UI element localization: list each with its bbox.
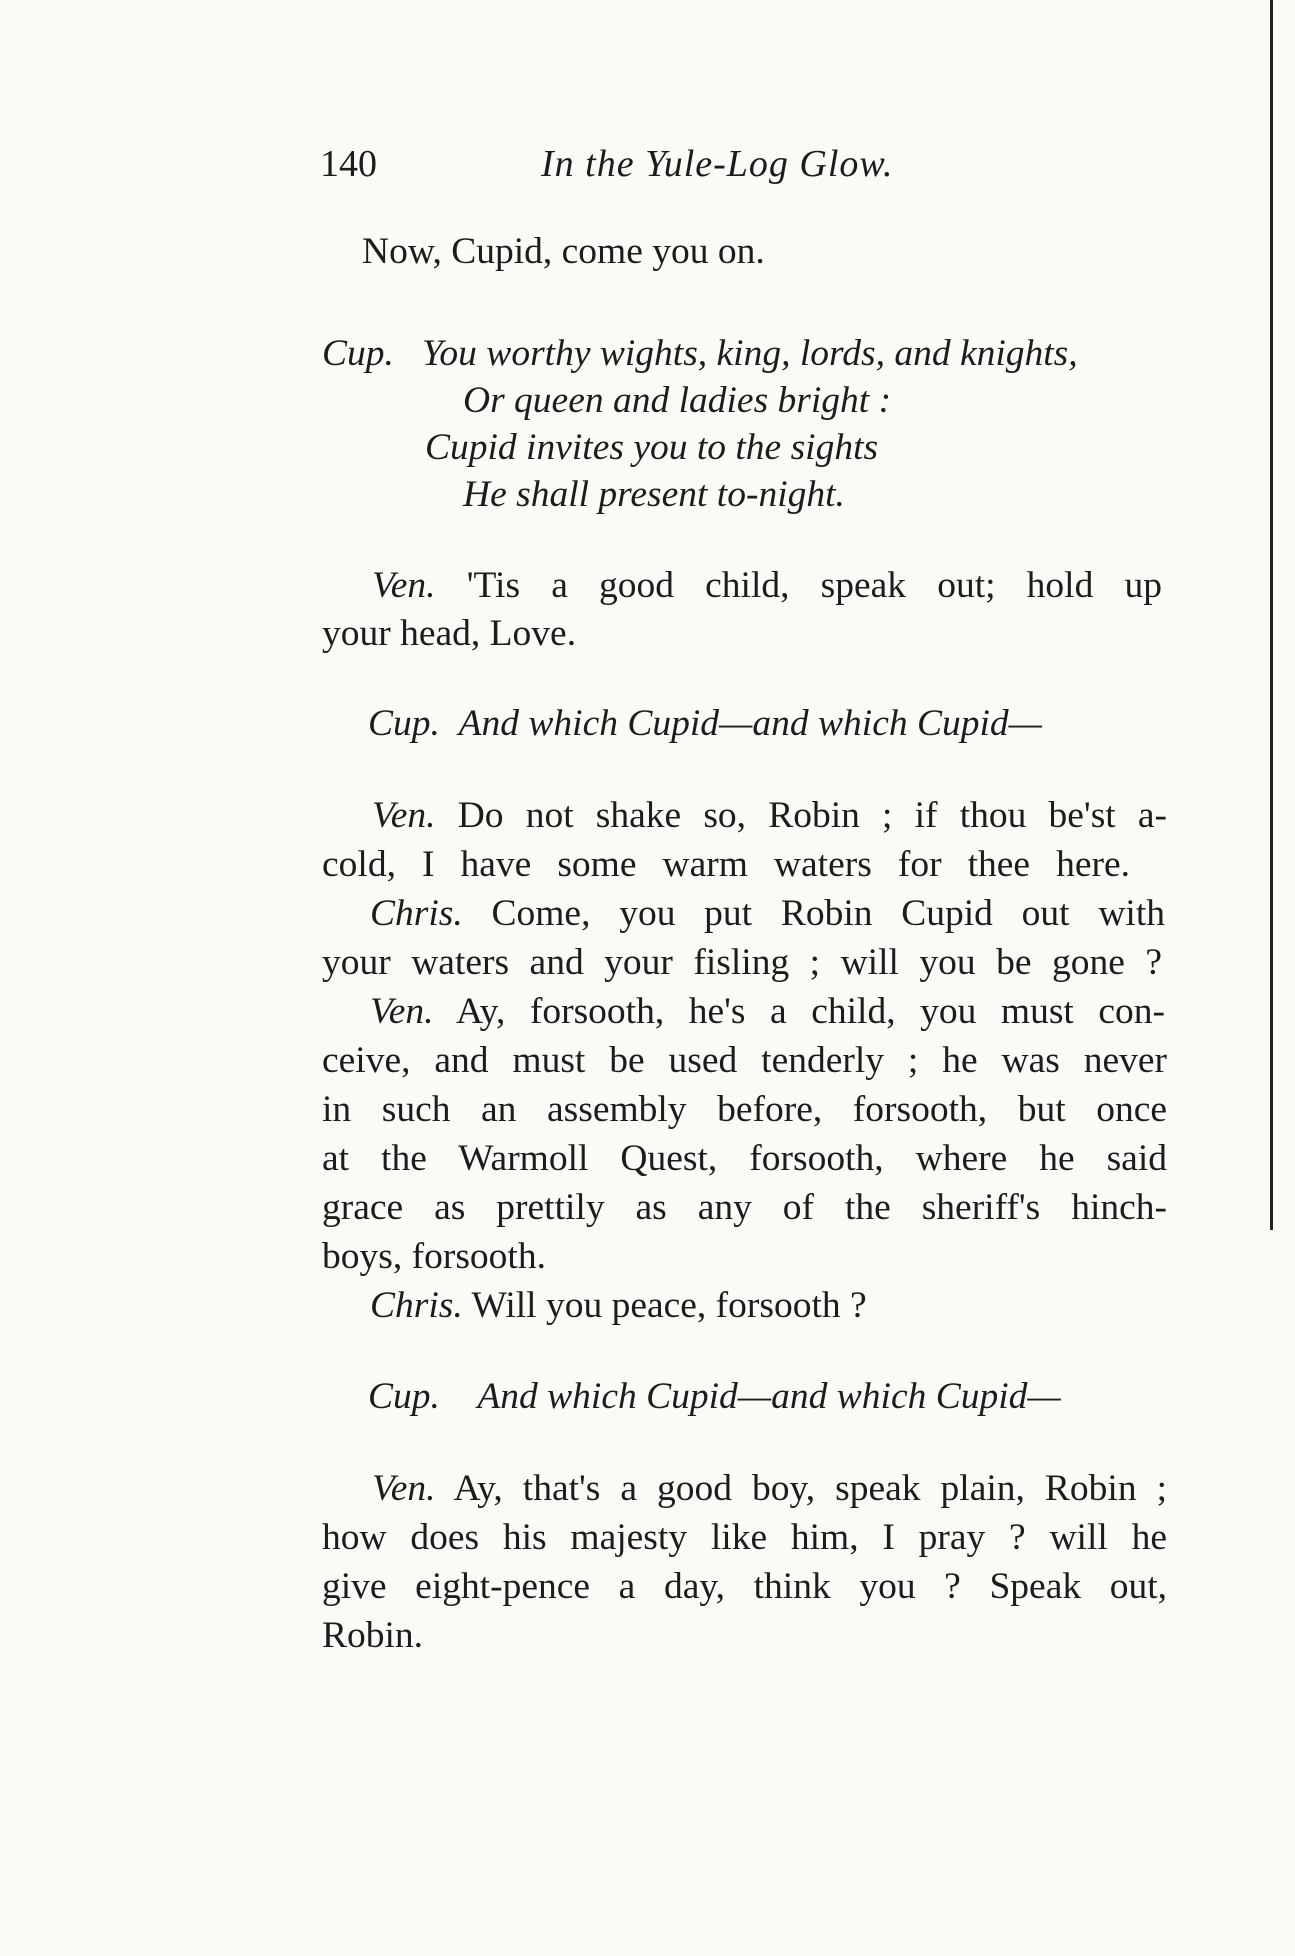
text-line [322, 1184, 1167, 1232]
verse-line [463, 471, 845, 519]
text-line [322, 610, 576, 658]
speaker-name: Ven. [372, 795, 436, 836]
speech-line [370, 988, 1165, 1036]
line-text: Cupid invites you to the sights [425, 427, 879, 468]
text-line [322, 1086, 1167, 1134]
speaker-name: Chris. [370, 893, 463, 934]
speaker-name: Cup. [368, 703, 440, 744]
speech-line [322, 330, 1078, 378]
line-text: Now, Cupid, come you on. [362, 231, 765, 272]
page-binding-edge [1270, 0, 1273, 1230]
line-text: give eight-pence a day, think you ? Speak out, [322, 1566, 1167, 1607]
line-text: 'Tis a good child, speak out; hold up [466, 565, 1162, 606]
speech-line [372, 562, 1162, 610]
text-line [322, 1563, 1167, 1611]
line-text: Do not shake so, Robin ; if thou be'st a- [457, 795, 1168, 836]
line-text: ceive, and must be used tenderly ; he was never [322, 1040, 1167, 1081]
text-line [322, 939, 1162, 987]
speech-line [372, 1465, 1167, 1513]
line-text: cold, I have some warm waters for thee here. [322, 844, 1130, 885]
speaker-name: Ven. [372, 1468, 436, 1509]
line-text: You worthy wights, king, lords, and knights, [422, 333, 1078, 374]
speech-line [370, 890, 1165, 938]
page-number: 140 [320, 143, 377, 185]
speaker-name: Chris. [370, 1285, 463, 1326]
speaker-name: Ven. [370, 991, 434, 1032]
speaker-name: Cup. [322, 333, 394, 374]
text-line [322, 1135, 1167, 1183]
text-line [322, 1514, 1167, 1562]
line-text: Robin. [322, 1615, 424, 1656]
speech-line [372, 792, 1167, 840]
line-text: Ay, forsooth, he's a child, you must con- [456, 991, 1165, 1032]
line-text: And which Cupid—and which Cupid— [477, 1376, 1061, 1417]
line-text: at the Warmoll Quest, forsooth, where he said [322, 1138, 1167, 1179]
line-text: Or queen and ladies bright : [463, 380, 892, 421]
running-header [320, 142, 1160, 202]
speech-line [370, 1282, 867, 1330]
line-text: how does his majesty like him, I pray ? will he [322, 1517, 1167, 1558]
speaker-name: Ven. [372, 565, 436, 606]
text-line [322, 841, 1130, 889]
line-text: Come, you put Robin Cupid out with [491, 893, 1166, 934]
text-line [322, 1037, 1167, 1085]
verse-line [463, 377, 891, 425]
speaker-name: Cup. [368, 1376, 440, 1417]
line-text: grace as prettily as any of the sheriff's hinch- [322, 1187, 1167, 1228]
speech-line [368, 700, 1042, 748]
text-line [362, 228, 765, 276]
line-text: And which Cupid—and which Cupid— [458, 703, 1042, 744]
line-text: Ay, that's a good boy, speak plain, Robin ; [453, 1468, 1167, 1509]
text-line [322, 1612, 423, 1660]
line-text: He shall present to-night. [463, 474, 845, 515]
verse-line [425, 424, 878, 472]
running-title: In the Yule-Log Glow. [541, 143, 894, 185]
line-text: boys, forsooth. [322, 1236, 546, 1277]
line-text: Will you peace, forsooth ? [471, 1285, 867, 1326]
line-text: your waters and your fisling ; will you be gone ? [322, 942, 1162, 983]
text-line [322, 1233, 546, 1281]
line-text: your head, Love. [322, 613, 577, 654]
speech-line [368, 1373, 1061, 1421]
line-text: in such an assembly before, forsooth, but once [322, 1089, 1167, 1130]
